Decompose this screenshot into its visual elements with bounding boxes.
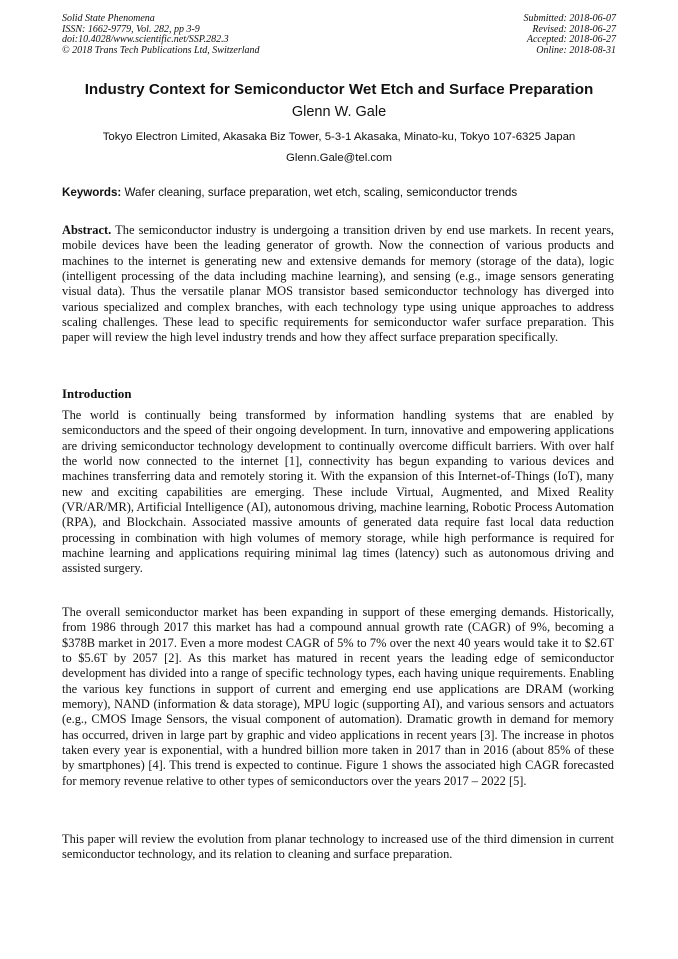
author-name: Glenn W. Gale <box>291 104 387 120</box>
copyright-line: © 2018 Trans Tech Publications Ltd, Switzerland <box>62 44 260 56</box>
intro-paragraph-3: This paper will review the evolution from planar technology to increased use of the third dimension in current semiconductor technology, and its relation to cleaning and surface preparation. <box>62 832 614 862</box>
online-date: Online: 2018-08-31 <box>536 44 616 56</box>
journal-name: Solid State Phenomena <box>62 13 155 24</box>
keywords-text: Wafer cleaning, surface preparation, wet etch, scaling, semiconductor trends <box>121 186 518 199</box>
journal-info <box>62 14 260 56</box>
publication-dates <box>524 14 617 56</box>
submitted-date: Submitted: 2018-06-07 <box>523 13 616 24</box>
issn-line: ISSN: 1662-9779, Vol. 282, pp 3-9 <box>62 23 200 35</box>
keywords-label: Keywords: <box>62 186 122 199</box>
abstract-label: Abstract. <box>62 223 112 237</box>
abstract <box>62 223 614 346</box>
author-email: Glenn.Gale@tel.com <box>286 152 392 164</box>
paper-title: Industry Context for Semiconductor Wet Etch and Surface Preparation <box>84 81 594 98</box>
section-heading-introduction: Introduction <box>62 387 132 401</box>
intro-paragraph-1: The world is continually being transformed by information handling systems that are enabled by semiconductors and the speed of their ongoing development. In turn, innovative and empowering applications are driving semiconductor technology development to continually overcome difficult barriers. With over half the world now connected to the internet [1], connectivity has begun expanding to various devices and machines transferring data and remotely storing it. With the expansion of this Internet-of-Things (IoT), many new and exciting capabilities are emerging. These include Virtual, Augmented, and Mixed Reality (VR/AR/MR), Artificial Intelligence (AI), autonomous driving, machine learning, Robotic Process Automation (RPA), and Blockchain. Associated massive amounts of generated data require fast local data reduction processing in combination with high volumes of memory storage, while high performance is required for machine learning and applications requiring minimal lag times (latency) such as autonomous driving and assisted surgery. <box>62 408 614 576</box>
revised-date: Revised: 2018-06-27 <box>532 23 616 35</box>
accepted-date: Accepted: 2018-06-27 <box>526 34 616 46</box>
author-affiliation: Tokyo Electron Limited, Akasaka Biz Tower, 5-3-1 Akasaka, Minato-ku, Tokyo 107-6325 Japan <box>102 131 576 143</box>
intro-paragraph-2: The overall semiconductor market has been expanding in support of these emerging demands. Historically, from 1986 through 2017 this market has had a compound annual growth rate (CAGR) of 9%, becoming a $378B market in 2017. Even a more modest CAGR of 5% to 7% over the next 40 years would take it to $2.6T to $5.6T by 2057 [2]. As this market has matured in recent years the leading edge of semiconductor development has divided into a range of specific technology types, each having unique requirements. Enabling the various key functions in support of current and emerging end use applications are DRAM (working memory), NAND (information & data storage), MPU logic (supporting AI), and various sensors and actuators (e.g., CMOS Image Sensors, the visual component of automation). Dramatic growth in demand for memory has occurred, driven in large part by graphic and video applications in recent years [3]. The increase in photos taken every year is exponential, with a hundred billion more taken in 2017 than in 2016 (about 85% of these by smartphones) [4]. This trend is expected to continue. Figure 1 shows the associated high CAGR forecasted for memory revenue relative to other types of semiconductors over the years 2017 – 2022 [5]. <box>62 605 614 788</box>
doi-line: doi:10.4028/www.scientific.net/SSP.282.3 <box>62 34 229 46</box>
keywords <box>62 186 622 199</box>
abstract-text: The semiconductor industry is undergoing a transition driven by end use markets. In recent years, mobile devices have been the leading generator of growth. Now the connection of various products and machines to the internet is generating new and extensive demands for memory (storage of the data), logic (intelligent processing of the data including machine learning), and sensing (e.g., image sensors generating visual data). Thus the versatile planar MOS transistor based semiconductor technology has diverged into various specialized and complex branches, with each technology type using unique approaches to address scaling challenges. These lead to specific requirements for semiconductor wafer surface preparation. This paper will review the high level industry trends and how they affect surface preparation specifically. <box>62 223 614 345</box>
